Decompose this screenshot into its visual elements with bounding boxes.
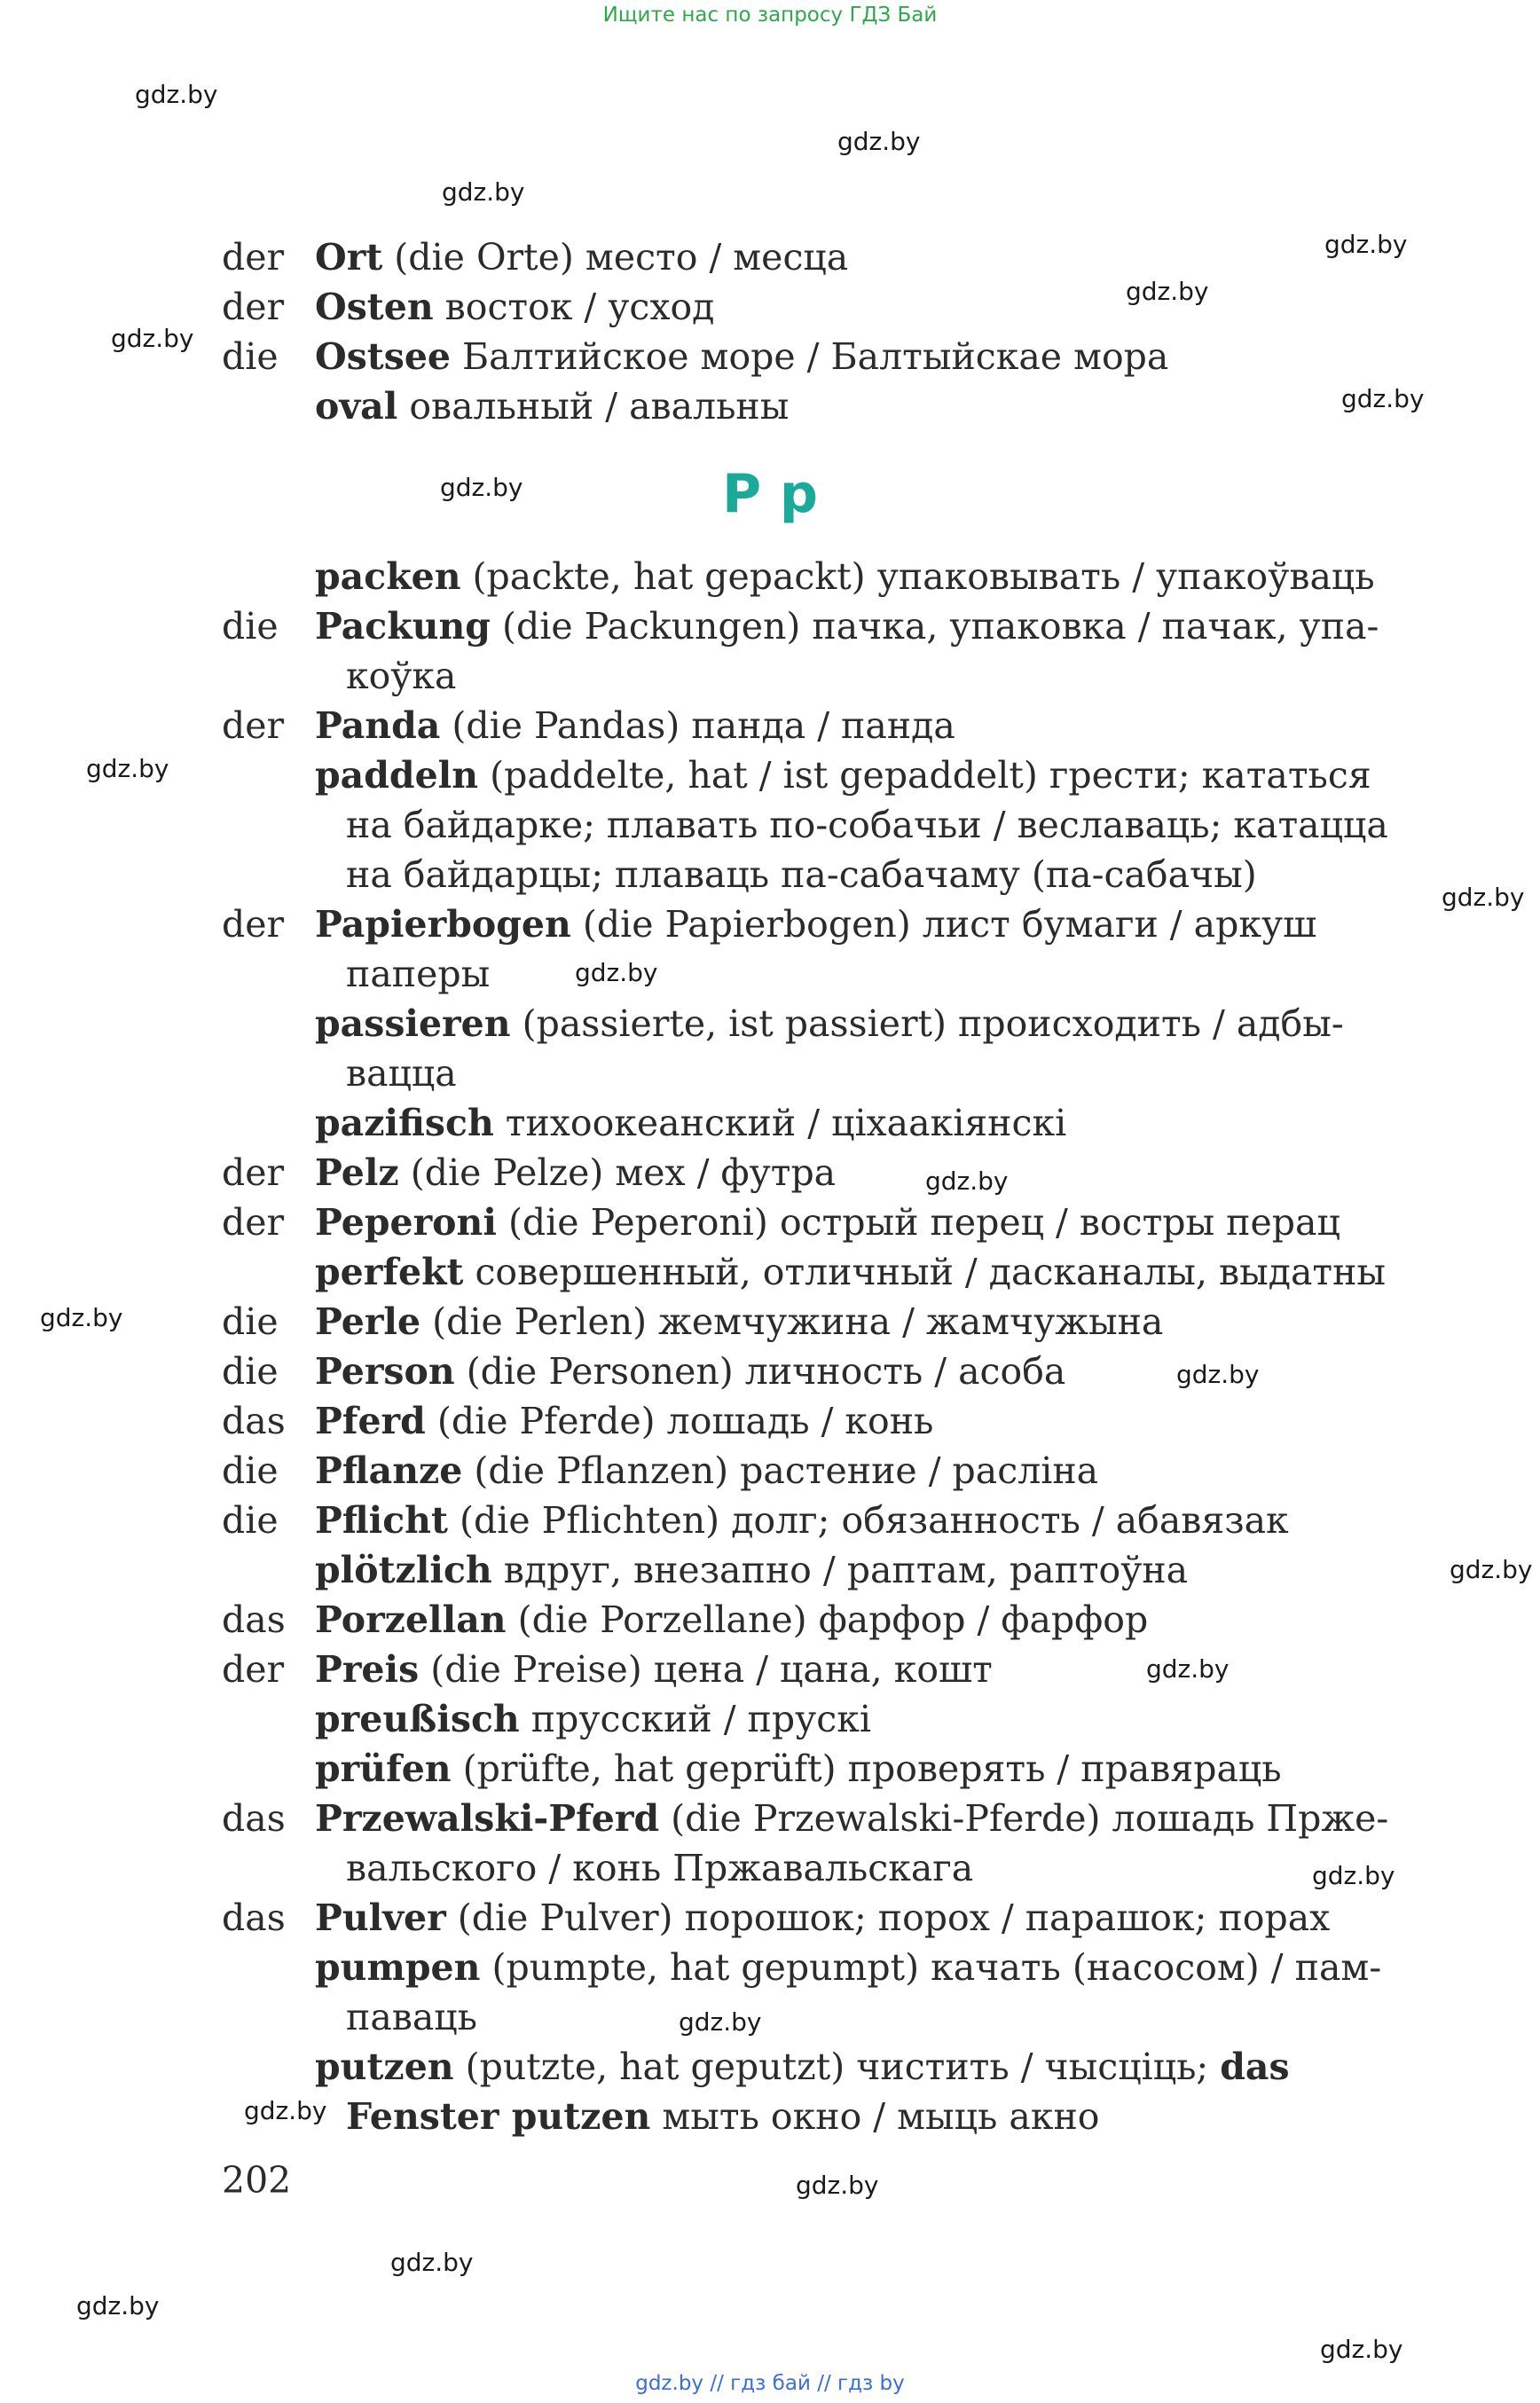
entry-line (315, 1896, 1330, 1939)
entry-translation: (die Personen) личность / асоба (454, 1350, 1066, 1393)
entry-continuation (315, 1843, 1388, 1893)
entry-line (315, 1648, 993, 1691)
entry-translation: Балтийское море / Балтыйскае мора (451, 335, 1169, 378)
entry-lemma: pazifisch (315, 1102, 494, 1144)
entry-translation: (putzte, hat geputzt) чистить / чысціць; (453, 2046, 1221, 2088)
entry-article: der (222, 286, 285, 328)
entry-translation: (die Perlen) жемчужина / жамчужына (420, 1300, 1164, 1343)
watermark: gdz.by (135, 80, 218, 109)
entry-translation: тихоокеанский / ціхаакіянскі (493, 1102, 1067, 1144)
entry-body (315, 332, 1168, 381)
entry-lemma: Ostsee (315, 335, 451, 378)
entry-body (315, 1893, 1330, 1943)
entry-translation: (passierte, ist passiert) происходить / адбы- (510, 1002, 1344, 1045)
entry-body (315, 1247, 1386, 1297)
watermark: gdz.by (86, 754, 169, 783)
entry-lemma: Porzellan (315, 1598, 507, 1641)
entry-lemma: Perle (315, 1300, 421, 1343)
entry-line (315, 1400, 933, 1442)
dictionary-entry (222, 381, 1415, 431)
entry-body (315, 601, 1379, 701)
entry-line (315, 2046, 1290, 2088)
entry-body (315, 999, 1344, 1098)
dictionary-entry (222, 899, 1415, 999)
watermark: gdz.by (390, 2248, 474, 2277)
entry-lemma: plötzlich (315, 1549, 492, 1591)
entry-translation: (packte, hat gepackt) упаковывать / упакоўваць (460, 555, 1375, 598)
dictionary-entry (222, 282, 1415, 332)
entry-line (315, 286, 714, 328)
entry-body (315, 1347, 1065, 1396)
dictionary-entry (222, 1744, 1415, 1794)
entry-translation: (die Preise) цена / цана, кошт (419, 1648, 993, 1691)
entry-lemma: packen (315, 555, 461, 598)
entry-lemma: prüfen (315, 1747, 452, 1790)
dictionary-entry (222, 1694, 1415, 1744)
entry-lemma: Panda (315, 704, 441, 747)
entry-line (315, 903, 1316, 946)
entry-phrase: Fenster putzen (346, 2095, 651, 2138)
entry-line (315, 1549, 1188, 1591)
entry-continuation-text: паперы (346, 953, 491, 995)
watermark: gdz.by (1324, 230, 1408, 259)
entry-line (315, 605, 1379, 648)
entry-continuation (315, 1992, 1381, 2042)
dictionary-entry (222, 332, 1415, 381)
entry-line (315, 754, 1371, 797)
entry-translation: (die Packungen) пачка, упаковка / пачак, упа- (490, 605, 1379, 648)
dictionary-entry (222, 1247, 1415, 1297)
entry-line (315, 704, 955, 747)
entry-line (315, 1747, 1282, 1790)
entry-body (315, 1595, 1148, 1645)
entry-article: die (222, 1499, 279, 1542)
entry-article: das (222, 1896, 286, 1939)
entry-translation: (die Papierbogen) лист бумаги / аркуш (570, 903, 1317, 946)
dictionary-entry (222, 232, 1415, 282)
entry-translation: (die Pulver) порошок; порох / парашок; порах (445, 1896, 1331, 1939)
entry-body (315, 701, 955, 750)
entry-lemma: Ort (315, 236, 383, 279)
dictionary-entry (222, 552, 1415, 601)
dictionary-entry (222, 1595, 1415, 1645)
entry-article: die (222, 1449, 279, 1492)
dictionary-entry (222, 1148, 1415, 1198)
dictionary-entry (222, 1198, 1415, 1247)
entry-article: das (222, 1400, 286, 1442)
entry-continuation-text: вацца (346, 1052, 457, 1095)
entry-translation: (pumpte, hat gepumpt) качать (насосом) / пам- (480, 1946, 1382, 1989)
entry-lemma: Pflanze (315, 1449, 463, 1492)
entry-continuation (315, 651, 1379, 701)
watermark: gdz.by (440, 473, 523, 502)
entry-translation: (die Porzellane) фарфор / фарфор (506, 1598, 1149, 1641)
entry-translation: (die Pelze) мех / футра (398, 1151, 837, 1194)
entry-body (315, 552, 1375, 601)
dictionary-entry (222, 1545, 1415, 1595)
entry-lemma: Preis (315, 1648, 420, 1691)
dictionary-entry (222, 1794, 1415, 1893)
entry-article: der (222, 704, 285, 747)
dictionary-entry (222, 750, 1415, 899)
entry-body (315, 1297, 1163, 1347)
watermark: gdz.by (837, 127, 921, 156)
entry-lemma: putzen (315, 2046, 454, 2088)
entry-lemma: passieren (315, 1002, 511, 1045)
entry-line (315, 1698, 871, 1740)
entry-body (315, 1744, 1282, 1794)
entry-lemma: Osten (315, 286, 434, 328)
dictionary-entry (222, 1645, 1415, 1694)
entry-translation: восток / усход (433, 286, 715, 328)
entry-translation: (die Pflichten) долг; обязанность / абавязак (447, 1499, 1289, 1542)
watermark: gdz.by (1176, 1360, 1260, 1389)
entry-body (315, 1545, 1188, 1595)
entry-translation: (die Pflanzen) растение / расліна (462, 1449, 1099, 1492)
entry-translation: (die Pferde) лошадь / конь (425, 1400, 934, 1442)
dictionary-entry (222, 1446, 1415, 1496)
watermark: gdz.by (40, 1303, 123, 1332)
entry-lemma: Pferd (315, 1400, 426, 1442)
entry-lemma: paddeln (315, 754, 479, 797)
dictionary-entry (222, 1496, 1415, 1545)
entry-continuation (315, 1048, 1344, 1098)
watermark: gdz.by (244, 2096, 327, 2125)
entry-line (315, 1300, 1163, 1343)
entry-translation: прусский / прускі (519, 1698, 871, 1740)
watermark: gdz.by (1450, 1555, 1533, 1584)
entry-line (315, 1598, 1148, 1641)
entry-body (315, 750, 1388, 899)
entry-body (315, 381, 789, 431)
entry-lemma: perfekt (315, 1251, 464, 1293)
watermark: gdz.by (679, 2007, 762, 2037)
watermark: gdz.by (442, 177, 525, 207)
entry-translation: (paddelte, hat / ist gepaddelt) грести; кататься (478, 754, 1371, 797)
entry-lemma: Peperoni (315, 1201, 497, 1244)
entry-article: das (222, 1797, 286, 1840)
entry-lemma: Pulver (315, 1896, 446, 1939)
watermark: gdz.by (925, 1166, 1009, 1196)
entry-body (315, 1496, 1289, 1545)
entry-line (315, 236, 848, 279)
entry-line (315, 1946, 1381, 1989)
dictionary-entry (222, 701, 1415, 750)
entry-body (315, 1098, 1066, 1148)
entry-translation: овальный / авальны (397, 385, 790, 428)
dictionary-entry (222, 1943, 1415, 2042)
entry-translation: (die Pandas) панда / панда (440, 704, 955, 747)
entry-line (315, 1151, 836, 1194)
entry-body (315, 899, 1316, 999)
entry-body (315, 1396, 933, 1446)
watermark: gdz.by (111, 324, 194, 353)
watermark: gdz.by (76, 2291, 160, 2321)
entry-lemma: Przewalski-Pferd (315, 1797, 660, 1840)
watermark: gdz.by (1442, 883, 1525, 912)
entry-lemma: Pelz (315, 1151, 399, 1194)
dictionary-entry (222, 1098, 1415, 1148)
watermark: gdz.by (1126, 277, 1209, 306)
entry-continuation-text: на байдарке; плавать по-собачьи / веславаць; катацца (346, 804, 1388, 846)
entry-lemma: preußisch (315, 1698, 520, 1740)
entry-translation: (die Peperoni) острый перец / востры перац (496, 1201, 1340, 1244)
entry-article: der (222, 236, 285, 279)
entry-article: die (222, 335, 279, 378)
dictionary-entry (222, 1893, 1415, 1943)
dictionary-entry (222, 1347, 1415, 1396)
entry-line (315, 1102, 1066, 1144)
entry-body (315, 1794, 1388, 1893)
entry-article: der (222, 1151, 285, 1194)
watermark: gdz.by (575, 958, 658, 987)
dictionary-entry (222, 1396, 1415, 1446)
entry-body (315, 1198, 1340, 1247)
watermark: gdz.by (1341, 384, 1425, 413)
entry-line (315, 1499, 1289, 1542)
entry-line (315, 1002, 1344, 1045)
entry-translation: (die Przewalski-Pferde) лошадь Прже- (659, 1797, 1389, 1840)
header-note: Ищите нас по запросу ГДЗ Бай (602, 4, 938, 27)
entry-lemma: Papierbogen (315, 903, 571, 946)
watermark: gdz.by (1320, 2335, 1403, 2364)
entry-line (315, 1350, 1065, 1393)
entry-lemma: pumpen (315, 1946, 481, 1989)
entry-line (315, 1251, 1386, 1293)
entry-body (315, 282, 714, 332)
entry-continuation (315, 800, 1388, 850)
watermark: gdz.by (1312, 1861, 1395, 1890)
entry-body (315, 1694, 871, 1744)
footer-note: gdz.by // гдз бай // гдз by (635, 2372, 905, 2395)
entry-article: die (222, 1300, 279, 1343)
entry-translation: вдруг, внезапно / раптам, раптоўна (491, 1549, 1189, 1591)
entry-line (315, 335, 1168, 378)
entry-translation: совершенный, отличный / дасканалы, выдатны (463, 1251, 1387, 1293)
entry-line (315, 1201, 1340, 1244)
entry-article: der (222, 1648, 285, 1691)
entry-body (315, 1446, 1098, 1496)
entry-translation: (die Orte) место / месца (382, 236, 849, 279)
entry-lemma: Person (315, 1350, 455, 1393)
entry-article: der (222, 1201, 285, 1244)
entry-line (315, 1797, 1388, 1840)
section-letter: P p (722, 463, 818, 525)
entry-phrase-article: das (1220, 2046, 1290, 2088)
page-number: 202 (222, 2159, 292, 2202)
entry-body (315, 1943, 1381, 2042)
entry-continuation-text: паваць (346, 1996, 477, 2038)
entry-continuation (315, 2092, 1290, 2141)
entry-article: das (222, 1598, 286, 1641)
entry-body (315, 232, 848, 282)
entry-line (315, 555, 1375, 598)
entry-body (315, 1148, 836, 1198)
entry-line (315, 1449, 1098, 1492)
dictionary-entry (222, 2042, 1415, 2141)
entry-continuation-text: мыть окно / мыць акно (650, 2095, 1100, 2138)
dictionary-entry (222, 1297, 1415, 1347)
entry-lemma: oval (315, 385, 398, 428)
entry-continuation-text: коўка (346, 655, 457, 697)
entry-line (315, 385, 789, 428)
entry-continuation: на байдарцы; плаваць па-сабачаму (па-сабачы) (346, 853, 1257, 896)
entry-article: der (222, 903, 285, 946)
watermark: gdz.by (1146, 1654, 1230, 1684)
entry-continuation (315, 949, 1316, 999)
entry-article: die (222, 605, 279, 648)
dictionary-entry (222, 999, 1415, 1098)
entry-translation: (prüfte, hat geprüft) проверять / правяраць (451, 1747, 1282, 1790)
dictionary-entry (222, 601, 1415, 701)
entry-body (315, 2042, 1290, 2141)
entry-body (315, 1645, 993, 1694)
watermark: gdz.by (796, 2171, 879, 2200)
entry-continuation-text: вальского / конь Пржавальскага (346, 1847, 974, 1889)
entry-article: die (222, 1350, 279, 1393)
entry-lemma: Packung (315, 605, 491, 648)
entry-lemma: Pflicht (315, 1499, 448, 1542)
